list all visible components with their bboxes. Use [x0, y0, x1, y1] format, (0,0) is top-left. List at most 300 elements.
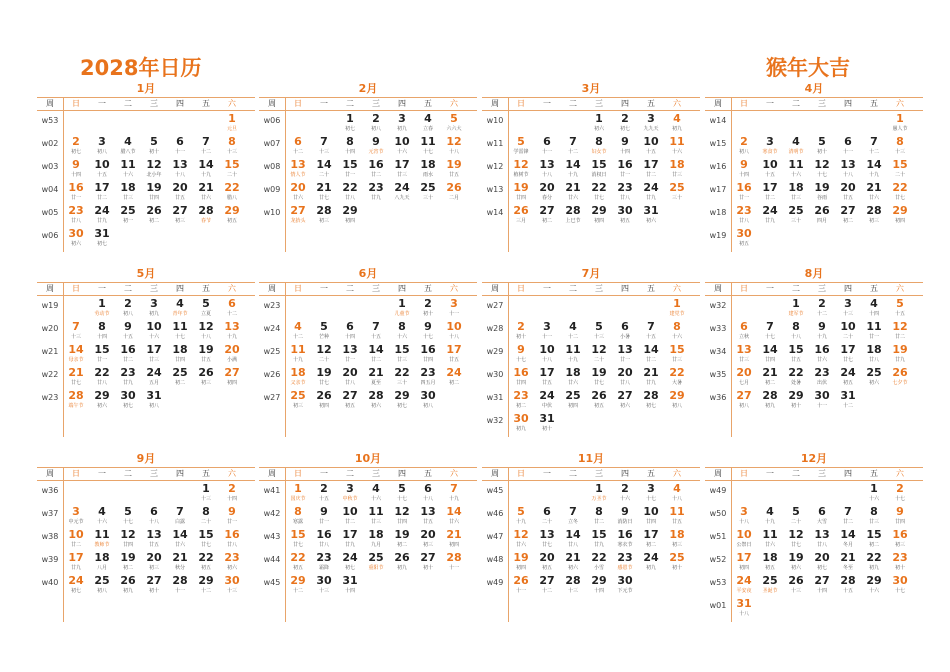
day-cell[interactable]: [167, 528, 193, 551]
day-cell[interactable]: [508, 204, 534, 227]
day-cell[interactable]: [389, 482, 415, 505]
day-cell[interactable]: [835, 389, 861, 412]
day-cell[interactable]: [89, 227, 115, 250]
day-cell[interactable]: [731, 574, 757, 597]
day-cell[interactable]: [612, 551, 638, 574]
day-cell[interactable]: [835, 574, 861, 597]
day-cell[interactable]: [835, 320, 861, 343]
day-cell[interactable]: [664, 366, 690, 389]
day-cell[interactable]: [193, 366, 219, 389]
day-cell[interactable]: [363, 158, 389, 181]
day-cell[interactable]: [141, 505, 167, 528]
day-cell[interactable]: [193, 135, 219, 158]
day-cell[interactable]: [115, 551, 141, 574]
day-cell[interactable]: [809, 551, 835, 574]
day-cell[interactable]: [311, 528, 337, 551]
day-cell[interactable]: [638, 135, 664, 158]
day-cell[interactable]: [311, 366, 337, 389]
day-cell[interactable]: [89, 574, 115, 597]
day-cell[interactable]: [167, 320, 193, 343]
day-cell[interactable]: [508, 366, 534, 389]
day-cell[interactable]: [731, 181, 757, 204]
day-cell[interactable]: [731, 597, 757, 620]
day-cell[interactable]: [285, 158, 311, 181]
day-cell[interactable]: [441, 112, 467, 135]
day-cell[interactable]: [638, 158, 664, 181]
day-cell[interactable]: [757, 528, 783, 551]
day-cell[interactable]: [63, 551, 89, 574]
day-cell[interactable]: [337, 551, 363, 574]
day-cell[interactable]: [89, 297, 115, 320]
day-cell[interactable]: [337, 505, 363, 528]
day-cell[interactable]: [861, 297, 887, 320]
day-cell[interactable]: [664, 320, 690, 343]
day-cell[interactable]: [664, 135, 690, 158]
day-cell[interactable]: [89, 528, 115, 551]
day-cell[interactable]: [560, 551, 586, 574]
day-cell[interactable]: [389, 181, 415, 204]
day-cell[interactable]: [508, 181, 534, 204]
day-cell[interactable]: [534, 389, 560, 412]
day-cell[interactable]: [534, 204, 560, 227]
day-cell[interactable]: [612, 482, 638, 505]
day-cell[interactable]: [861, 528, 887, 551]
day-cell[interactable]: [586, 320, 612, 343]
day-cell[interactable]: [337, 482, 363, 505]
day-cell[interactable]: [534, 343, 560, 366]
day-cell[interactable]: [167, 343, 193, 366]
day-cell[interactable]: [89, 135, 115, 158]
day-cell[interactable]: [363, 320, 389, 343]
day-cell[interactable]: [835, 135, 861, 158]
day-cell[interactable]: [757, 551, 783, 574]
day-cell[interactable]: [441, 482, 467, 505]
day-cell[interactable]: [285, 181, 311, 204]
day-cell[interactable]: [441, 297, 467, 320]
day-cell[interactable]: [219, 574, 245, 597]
day-cell[interactable]: [612, 366, 638, 389]
day-cell[interactable]: [887, 528, 913, 551]
day-cell[interactable]: [534, 528, 560, 551]
day-cell[interactable]: [731, 528, 757, 551]
day-cell[interactable]: [63, 574, 89, 597]
day-cell[interactable]: [861, 181, 887, 204]
day-cell[interactable]: [861, 320, 887, 343]
day-cell[interactable]: [219, 112, 245, 135]
day-cell[interactable]: [835, 297, 861, 320]
day-cell[interactable]: [441, 181, 467, 204]
day-cell[interactable]: [612, 135, 638, 158]
day-cell[interactable]: [809, 297, 835, 320]
day-cell[interactable]: [757, 181, 783, 204]
day-cell[interactable]: [363, 343, 389, 366]
day-cell[interactable]: [285, 482, 311, 505]
day-cell[interactable]: [337, 528, 363, 551]
day-cell[interactable]: [638, 181, 664, 204]
day-cell[interactable]: [285, 320, 311, 343]
day-cell[interactable]: [757, 158, 783, 181]
day-cell[interactable]: [887, 297, 913, 320]
day-cell[interactable]: [115, 181, 141, 204]
day-cell[interactable]: [311, 389, 337, 412]
day-cell[interactable]: [560, 181, 586, 204]
day-cell[interactable]: [193, 482, 219, 505]
day-cell[interactable]: [731, 343, 757, 366]
day-cell[interactable]: [141, 366, 167, 389]
day-cell[interactable]: [389, 135, 415, 158]
day-cell[interactable]: [586, 551, 612, 574]
day-cell[interactable]: [285, 135, 311, 158]
day-cell[interactable]: [586, 389, 612, 412]
day-cell[interactable]: [167, 204, 193, 227]
day-cell[interactable]: [783, 528, 809, 551]
day-cell[interactable]: [441, 135, 467, 158]
day-cell[interactable]: [757, 135, 783, 158]
day-cell[interactable]: [193, 297, 219, 320]
day-cell[interactable]: [783, 297, 809, 320]
day-cell[interactable]: [835, 366, 861, 389]
day-cell[interactable]: [861, 505, 887, 528]
day-cell[interactable]: [835, 158, 861, 181]
day-cell[interactable]: [835, 528, 861, 551]
day-cell[interactable]: [534, 505, 560, 528]
day-cell[interactable]: [141, 158, 167, 181]
day-cell[interactable]: [193, 320, 219, 343]
day-cell[interactable]: [612, 320, 638, 343]
day-cell[interactable]: [612, 112, 638, 135]
day-cell[interactable]: [89, 181, 115, 204]
day-cell[interactable]: [534, 574, 560, 597]
day-cell[interactable]: [415, 135, 441, 158]
day-cell[interactable]: [363, 135, 389, 158]
day-cell[interactable]: [311, 343, 337, 366]
day-cell[interactable]: [731, 135, 757, 158]
day-cell[interactable]: [219, 204, 245, 227]
day-cell[interactable]: [89, 366, 115, 389]
day-cell[interactable]: [731, 551, 757, 574]
day-cell[interactable]: [285, 505, 311, 528]
day-cell[interactable]: [809, 505, 835, 528]
day-cell[interactable]: [783, 204, 809, 227]
day-cell[interactable]: [441, 158, 467, 181]
day-cell[interactable]: [63, 389, 89, 412]
day-cell[interactable]: [285, 343, 311, 366]
day-cell[interactable]: [586, 528, 612, 551]
day-cell[interactable]: [783, 320, 809, 343]
day-cell[interactable]: [219, 366, 245, 389]
day-cell[interactable]: [63, 227, 89, 250]
day-cell[interactable]: [63, 366, 89, 389]
day-cell[interactable]: [638, 505, 664, 528]
day-cell[interactable]: [783, 505, 809, 528]
day-cell[interactable]: [757, 204, 783, 227]
day-cell[interactable]: [835, 551, 861, 574]
day-cell[interactable]: [731, 320, 757, 343]
day-cell[interactable]: [612, 505, 638, 528]
day-cell[interactable]: [311, 574, 337, 597]
day-cell[interactable]: [363, 482, 389, 505]
day-cell[interactable]: [193, 551, 219, 574]
day-cell[interactable]: [664, 505, 690, 528]
day-cell[interactable]: [783, 343, 809, 366]
day-cell[interactable]: [285, 551, 311, 574]
day-cell[interactable]: [193, 158, 219, 181]
day-cell[interactable]: [508, 343, 534, 366]
day-cell[interactable]: [887, 551, 913, 574]
day-cell[interactable]: [783, 135, 809, 158]
day-cell[interactable]: [141, 528, 167, 551]
day-cell[interactable]: [89, 204, 115, 227]
day-cell[interactable]: [441, 320, 467, 343]
day-cell[interactable]: [141, 574, 167, 597]
day-cell[interactable]: [534, 551, 560, 574]
day-cell[interactable]: [664, 482, 690, 505]
day-cell[interactable]: [508, 135, 534, 158]
day-cell[interactable]: [363, 389, 389, 412]
day-cell[interactable]: [415, 482, 441, 505]
day-cell[interactable]: [861, 551, 887, 574]
day-cell[interactable]: [809, 574, 835, 597]
day-cell[interactable]: [285, 574, 311, 597]
day-cell[interactable]: [219, 528, 245, 551]
day-cell[interactable]: [285, 204, 311, 227]
day-cell[interactable]: [219, 181, 245, 204]
day-cell[interactable]: [415, 528, 441, 551]
day-cell[interactable]: [167, 135, 193, 158]
day-cell[interactable]: [115, 366, 141, 389]
day-cell[interactable]: [441, 343, 467, 366]
day-cell[interactable]: [89, 551, 115, 574]
day-cell[interactable]: [887, 135, 913, 158]
day-cell[interactable]: [534, 158, 560, 181]
day-cell[interactable]: [193, 204, 219, 227]
day-cell[interactable]: [757, 505, 783, 528]
day-cell[interactable]: [141, 389, 167, 412]
day-cell[interactable]: [508, 158, 534, 181]
day-cell[interactable]: [311, 320, 337, 343]
day-cell[interactable]: [167, 181, 193, 204]
day-cell[interactable]: [115, 389, 141, 412]
day-cell[interactable]: [193, 528, 219, 551]
day-cell[interactable]: [141, 135, 167, 158]
day-cell[interactable]: [311, 505, 337, 528]
day-cell[interactable]: [638, 204, 664, 227]
day-cell[interactable]: [757, 320, 783, 343]
day-cell[interactable]: [783, 574, 809, 597]
day-cell[interactable]: [809, 158, 835, 181]
day-cell[interactable]: [887, 320, 913, 343]
day-cell[interactable]: [586, 482, 612, 505]
day-cell[interactable]: [363, 551, 389, 574]
day-cell[interactable]: [63, 158, 89, 181]
day-cell[interactable]: [167, 551, 193, 574]
day-cell[interactable]: [337, 204, 363, 227]
day-cell[interactable]: [508, 528, 534, 551]
day-cell[interactable]: [63, 505, 89, 528]
day-cell[interactable]: [664, 297, 690, 320]
day-cell[interactable]: [664, 389, 690, 412]
day-cell[interactable]: [219, 505, 245, 528]
day-cell[interactable]: [115, 297, 141, 320]
day-cell[interactable]: [887, 181, 913, 204]
day-cell[interactable]: [638, 320, 664, 343]
day-cell[interactable]: [757, 366, 783, 389]
day-cell[interactable]: [560, 366, 586, 389]
day-cell[interactable]: [389, 528, 415, 551]
day-cell[interactable]: [612, 574, 638, 597]
day-cell[interactable]: [560, 204, 586, 227]
day-cell[interactable]: [783, 158, 809, 181]
day-cell[interactable]: [141, 297, 167, 320]
day-cell[interactable]: [861, 482, 887, 505]
day-cell[interactable]: [285, 528, 311, 551]
day-cell[interactable]: [586, 181, 612, 204]
day-cell[interactable]: [285, 366, 311, 389]
day-cell[interactable]: [783, 389, 809, 412]
day-cell[interactable]: [89, 320, 115, 343]
day-cell[interactable]: [63, 204, 89, 227]
day-cell[interactable]: [508, 574, 534, 597]
day-cell[interactable]: [835, 343, 861, 366]
day-cell[interactable]: [311, 181, 337, 204]
day-cell[interactable]: [731, 505, 757, 528]
day-cell[interactable]: [809, 389, 835, 412]
day-cell[interactable]: [612, 158, 638, 181]
day-cell[interactable]: [389, 297, 415, 320]
day-cell[interactable]: [887, 482, 913, 505]
day-cell[interactable]: [560, 343, 586, 366]
day-cell[interactable]: [534, 135, 560, 158]
day-cell[interactable]: [809, 320, 835, 343]
day-cell[interactable]: [638, 112, 664, 135]
day-cell[interactable]: [809, 204, 835, 227]
day-cell[interactable]: [167, 158, 193, 181]
day-cell[interactable]: [809, 528, 835, 551]
day-cell[interactable]: [311, 158, 337, 181]
day-cell[interactable]: [389, 366, 415, 389]
day-cell[interactable]: [63, 181, 89, 204]
day-cell[interactable]: [415, 366, 441, 389]
day-cell[interactable]: [415, 389, 441, 412]
day-cell[interactable]: [415, 181, 441, 204]
day-cell[interactable]: [337, 366, 363, 389]
day-cell[interactable]: [731, 366, 757, 389]
day-cell[interactable]: [586, 505, 612, 528]
day-cell[interactable]: [363, 181, 389, 204]
day-cell[interactable]: [115, 528, 141, 551]
day-cell[interactable]: [311, 482, 337, 505]
day-cell[interactable]: [783, 181, 809, 204]
day-cell[interactable]: [89, 389, 115, 412]
day-cell[interactable]: [337, 181, 363, 204]
day-cell[interactable]: [534, 181, 560, 204]
day-cell[interactable]: [534, 320, 560, 343]
day-cell[interactable]: [612, 343, 638, 366]
day-cell[interactable]: [89, 343, 115, 366]
day-cell[interactable]: [861, 135, 887, 158]
day-cell[interactable]: [560, 389, 586, 412]
day-cell[interactable]: [337, 135, 363, 158]
day-cell[interactable]: [586, 204, 612, 227]
day-cell[interactable]: [441, 528, 467, 551]
day-cell[interactable]: [63, 320, 89, 343]
day-cell[interactable]: [285, 389, 311, 412]
day-cell[interactable]: [835, 204, 861, 227]
day-cell[interactable]: [638, 482, 664, 505]
day-cell[interactable]: [415, 320, 441, 343]
day-cell[interactable]: [887, 574, 913, 597]
day-cell[interactable]: [783, 551, 809, 574]
day-cell[interactable]: [861, 366, 887, 389]
day-cell[interactable]: [887, 366, 913, 389]
day-cell[interactable]: [560, 528, 586, 551]
day-cell[interactable]: [115, 320, 141, 343]
day-cell[interactable]: [141, 343, 167, 366]
day-cell[interactable]: [193, 181, 219, 204]
day-cell[interactable]: [887, 158, 913, 181]
day-cell[interactable]: [612, 389, 638, 412]
day-cell[interactable]: [586, 343, 612, 366]
day-cell[interactable]: [193, 574, 219, 597]
day-cell[interactable]: [63, 528, 89, 551]
day-cell[interactable]: [311, 204, 337, 227]
day-cell[interactable]: [363, 366, 389, 389]
day-cell[interactable]: [311, 135, 337, 158]
day-cell[interactable]: [337, 158, 363, 181]
day-cell[interactable]: [141, 181, 167, 204]
day-cell[interactable]: [612, 204, 638, 227]
day-cell[interactable]: [337, 389, 363, 412]
day-cell[interactable]: [441, 551, 467, 574]
day-cell[interactable]: [219, 551, 245, 574]
day-cell[interactable]: [415, 551, 441, 574]
day-cell[interactable]: [115, 343, 141, 366]
day-cell[interactable]: [809, 181, 835, 204]
day-cell[interactable]: [508, 320, 534, 343]
day-cell[interactable]: [783, 366, 809, 389]
day-cell[interactable]: [415, 112, 441, 135]
day-cell[interactable]: [664, 181, 690, 204]
day-cell[interactable]: [415, 297, 441, 320]
day-cell[interactable]: [415, 343, 441, 366]
day-cell[interactable]: [757, 389, 783, 412]
day-cell[interactable]: [337, 574, 363, 597]
day-cell[interactable]: [887, 204, 913, 227]
day-cell[interactable]: [731, 389, 757, 412]
day-cell[interactable]: [219, 158, 245, 181]
day-cell[interactable]: [731, 158, 757, 181]
day-cell[interactable]: [861, 158, 887, 181]
day-cell[interactable]: [835, 181, 861, 204]
day-cell[interactable]: [638, 389, 664, 412]
day-cell[interactable]: [612, 181, 638, 204]
day-cell[interactable]: [586, 158, 612, 181]
day-cell[interactable]: [115, 135, 141, 158]
day-cell[interactable]: [534, 366, 560, 389]
day-cell[interactable]: [586, 366, 612, 389]
day-cell[interactable]: [389, 343, 415, 366]
day-cell[interactable]: [560, 320, 586, 343]
day-cell[interactable]: [219, 482, 245, 505]
day-cell[interactable]: [219, 343, 245, 366]
day-cell[interactable]: [861, 343, 887, 366]
day-cell[interactable]: [560, 135, 586, 158]
day-cell[interactable]: [809, 343, 835, 366]
day-cell[interactable]: [89, 158, 115, 181]
day-cell[interactable]: [638, 551, 664, 574]
day-cell[interactable]: [219, 320, 245, 343]
day-cell[interactable]: [389, 551, 415, 574]
